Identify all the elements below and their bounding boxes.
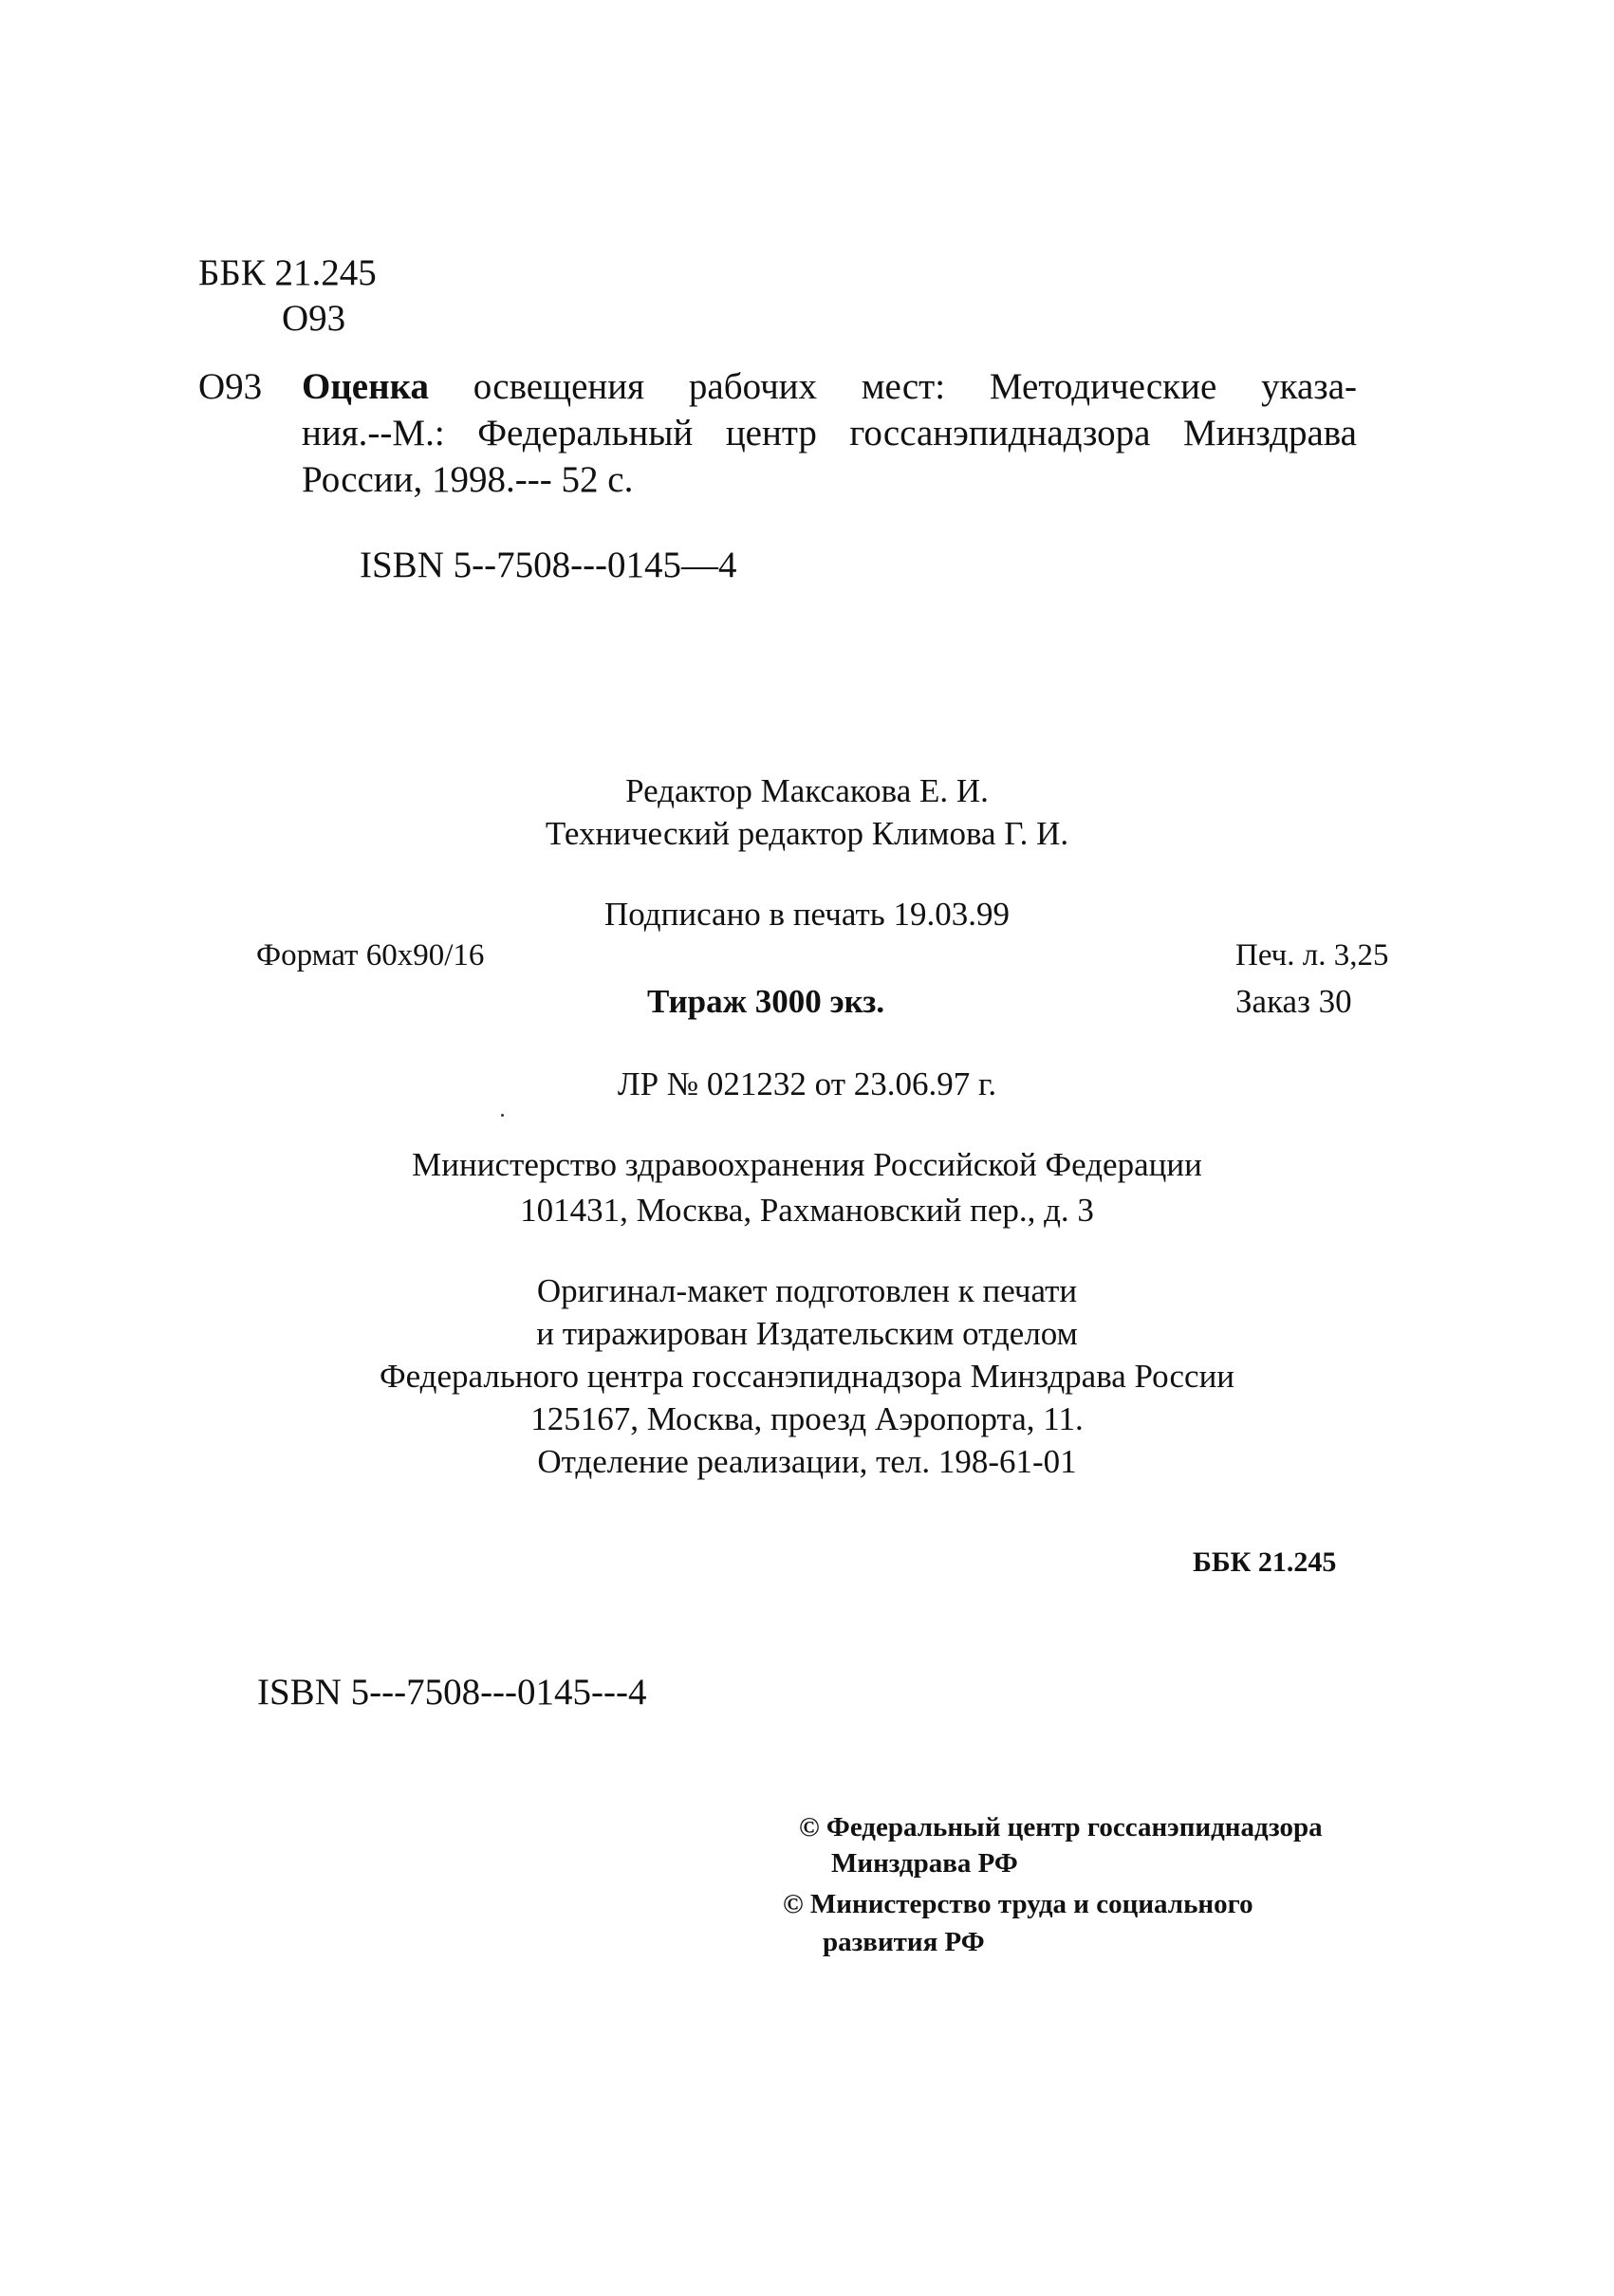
copyright-1-line-1: © Федеральный центр госсанэпиднадзора	[799, 1812, 1323, 1842]
entry-code: О93	[198, 366, 263, 407]
printed-sheets: Печ. л. 3,25	[1235, 938, 1389, 972]
tech-editor-credit: Технический редактор Климова Г. И.	[545, 815, 1069, 852]
bbk-code-bottom: ББК 21.245	[1193, 1546, 1337, 1578]
original-layout-line-5: Отделение реализации, тел. 198-61-01	[537, 1443, 1077, 1480]
copyright-1-line-2: Минздрава РФ	[831, 1848, 1018, 1879]
original-layout-line-3: Федерального центра госсанэпиднадзора Минздрава России	[379, 1358, 1235, 1395]
bibliographic-description	[302, 368, 1357, 508]
description-line-1	[302, 368, 1357, 415]
description-line-3: России, 1998.--- 52 с.	[302, 459, 634, 500]
bbk-code-top: ББК 21.245	[198, 252, 377, 293]
copyright-2-line-1: © Министерство труда и социального	[783, 1889, 1253, 1919]
original-layout-line-1: Оригинал-макет подготовлен к печати	[536, 1272, 1078, 1309]
order-number: Заказ 30	[1235, 983, 1352, 1020]
isbn-top: ISBN 5--7508---0145—4	[360, 545, 737, 585]
print-run: Тираж 3000 экз.	[647, 983, 885, 1020]
author-code-top: О93	[282, 298, 346, 339]
copyright-2-line-2: развития РФ	[823, 1927, 985, 1957]
signed-to-print: Подписано в печать 19.03.99	[604, 896, 1010, 933]
description-line-1-rest: освещения рабочих мест: Методические указа-	[428, 366, 1357, 407]
description-title: Оценка	[302, 366, 429, 407]
license-number: ЛР № 021232 от 23.06.97 г.	[617, 1065, 997, 1102]
scan-speck	[501, 1114, 504, 1117]
publisher-address: 101431, Москва, Рахмановский пер., д. 3	[520, 1192, 1094, 1229]
paper-format: Формат 60х90/16	[256, 938, 485, 972]
editor-credit: Редактор Максакова Е. И.	[625, 772, 989, 809]
original-layout-line-4: 125167, Москва, проезд Аэропорта, 11.	[530, 1400, 1084, 1437]
description-line-2: ния.--М.: Федеральный центр госсанэпиднадзора Минздрава	[302, 413, 1357, 454]
publisher-ministry: Министерство здравоохранения Российской Федерации	[412, 1146, 1202, 1183]
original-layout-line-2: и тиражирован Издательским отделом	[536, 1315, 1078, 1352]
isbn-bottom: ISBN 5---7508---0145---4	[257, 1672, 647, 1713]
